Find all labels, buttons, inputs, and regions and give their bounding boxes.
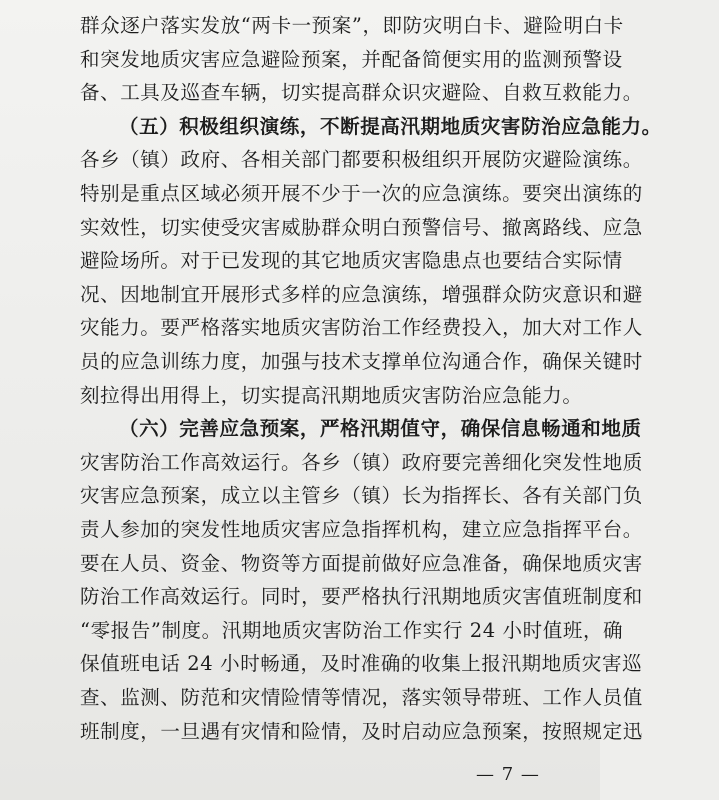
- text-line: 群众逐户落实发放“两卡一预案”，即防灾明白卡、避险明白卡: [80, 14, 624, 37]
- text-line: 查、监测、防范和灾情险情等情况，落实领导带班、工作人员值: [80, 686, 643, 709]
- text-line: 灾害防治工作高效运行。各乡（镇）政府要完善细化突发性地质: [80, 450, 643, 474]
- text-line: 特别是重点区域必须开展不少于一次的应急演练。要突出演练的: [80, 182, 643, 205]
- text-line: 刻拉得出用得上，切实提高汛期地质灾害防治应急能力。: [80, 383, 583, 407]
- text-line: 灾能力。要严格落实地质灾害防治工作经费投入，加大对工作人: [80, 316, 643, 340]
- page-number: — 7 —: [476, 764, 540, 785]
- text-line: 避险场所。对于已发现的其它地质灾害隐患点也要结合实际情: [80, 249, 623, 273]
- section-heading: （六）完善应急预案，严格汛期值守，确保信息畅通和地质: [119, 417, 642, 441]
- text-line: 保值班电话 24 小时畅通，及时准确的收集上报汛期地质灾害巡: [80, 652, 643, 676]
- text-line: 备、工具及巡查车辆，切实提高群众识灾避险、自救互救能力。: [80, 81, 643, 105]
- text-line: 灾害应急预案，成立以主管乡（镇）长为指挥长、各有关部门负: [80, 484, 643, 508]
- text-line: 防治工作高效运行。同时，要严格执行汛期地质灾害值班制度和: [80, 585, 643, 609]
- text-line: 责人参加的突发性地质灾害应急指挥机构，建立应急指挥平台。: [80, 518, 643, 541]
- text-line: 况、因地制宜开展形式多样的应急演练，增强群众防灾意识和避: [80, 282, 643, 306]
- text-line: 员的应急训练力度，加强与技术支撑单位沟通合作，确保关键时: [80, 350, 643, 373]
- text-line: 要在人员、资金、物资等方面提前做好应急准备，确保地质灾害: [80, 551, 643, 575]
- text-line: 各乡（镇）政府、各相关部门都要积极组织开展防灾避险演练。: [80, 148, 643, 172]
- text-line: 班制度，一旦遇有灾情和险情，及时启动应急预案，按照规定迅: [80, 719, 643, 743]
- text-line: 实效性，切实使受灾害威胁群众明白预警信号、撤离路线、应急: [80, 215, 643, 239]
- text-line: “零报告”制度。汛期地质灾害防治工作实行 24 小时值班，确: [80, 618, 624, 642]
- section-heading: （五）积极组织演练，不断提高汛期地质灾害防治应急能力。: [119, 114, 662, 138]
- text-line: 和突发地质灾害应急避险预案，并配备简便实用的监测预警设: [80, 47, 623, 71]
